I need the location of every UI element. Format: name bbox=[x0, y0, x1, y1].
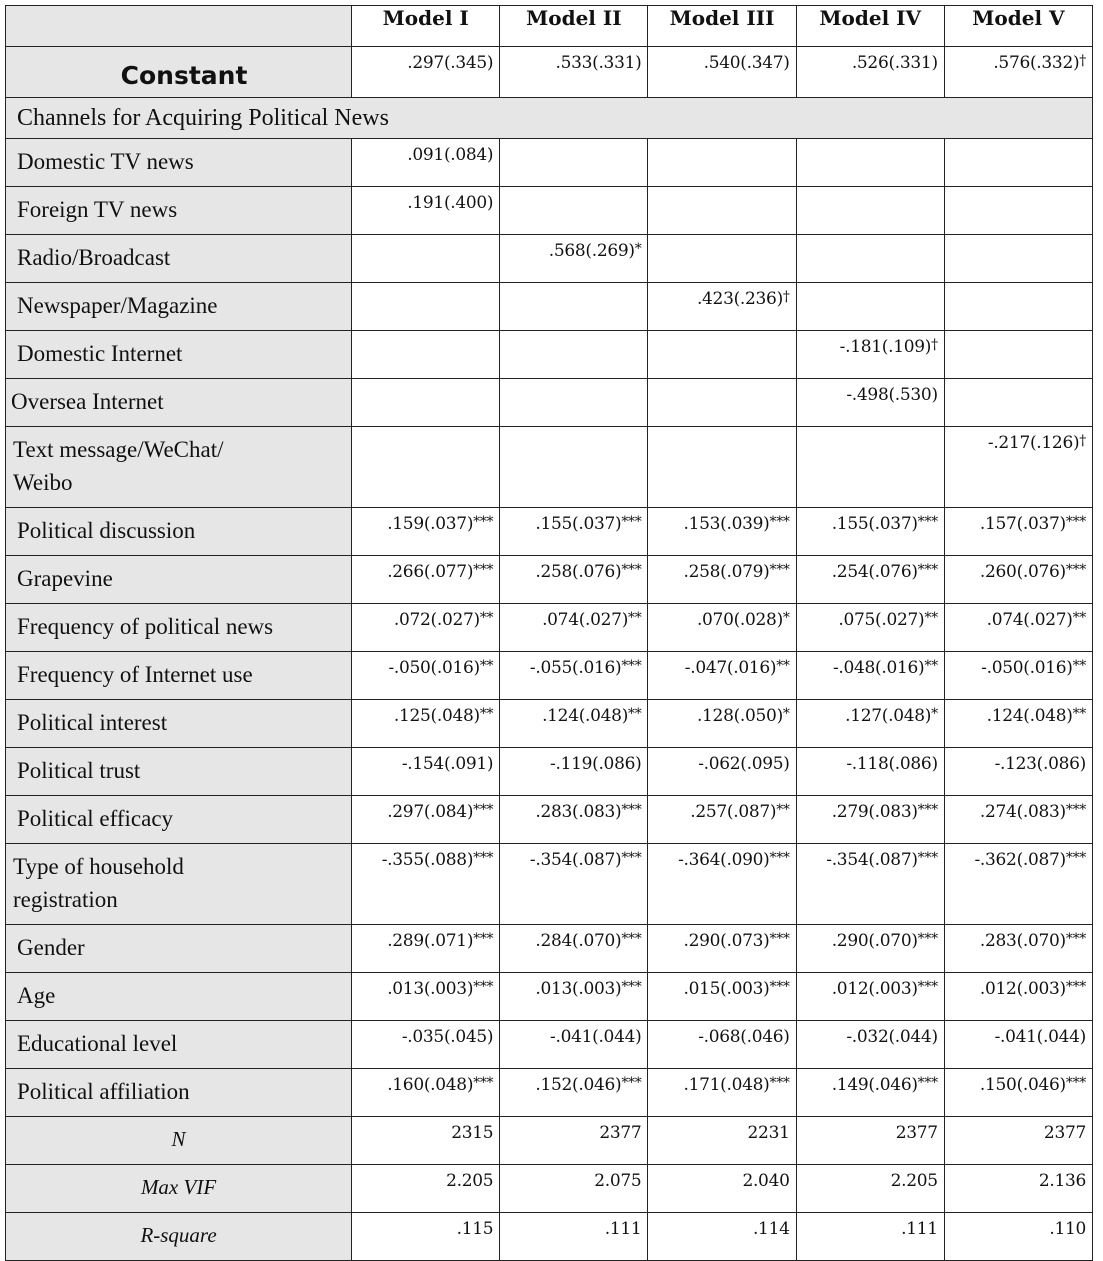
cell-model-1: .159(.037)*** bbox=[352, 508, 500, 556]
cell-model-5 bbox=[944, 331, 1092, 379]
cell-model-1: .091(.084) bbox=[352, 139, 500, 187]
stat-cell-model-2: .111 bbox=[500, 1213, 648, 1261]
stat-cell-model-4: 2377 bbox=[796, 1117, 944, 1165]
cell-model-2: -.055(.016)*** bbox=[500, 652, 648, 700]
significance-marker: *** bbox=[769, 979, 790, 995]
cell-model-4: .127(.048)* bbox=[796, 700, 944, 748]
row-label: Domestic Internet bbox=[6, 331, 352, 379]
cell-model-3 bbox=[648, 331, 796, 379]
significance-marker: † bbox=[1079, 433, 1086, 449]
cell-model-1: -.050(.016)** bbox=[352, 652, 500, 700]
cell-model-5: .150(.046)*** bbox=[944, 1069, 1092, 1117]
significance-marker: *** bbox=[621, 562, 642, 578]
cell-model-4 bbox=[796, 235, 944, 283]
cell-model-1: .191(.400) bbox=[352, 187, 500, 235]
significance-marker: † bbox=[782, 289, 790, 305]
row-label: Educational level bbox=[6, 1021, 352, 1069]
row-frequency-of-internet-use bbox=[6, 652, 1093, 700]
stat-cell-model-1: .115 bbox=[352, 1213, 500, 1261]
row-label: Frequency of Internet use bbox=[6, 652, 352, 700]
cell-model-5 bbox=[944, 187, 1092, 235]
significance-marker: * bbox=[931, 706, 938, 722]
significance-marker: *** bbox=[1065, 514, 1086, 530]
cell-model-4 bbox=[796, 139, 944, 187]
cell-model-1: .125(.048)** bbox=[352, 700, 500, 748]
cell-model-4: .155(.037)*** bbox=[796, 508, 944, 556]
cell-model-2: -.041(.044) bbox=[500, 1021, 648, 1069]
cell-model-2: .283(.083)*** bbox=[500, 796, 648, 844]
cell-model-3 bbox=[648, 187, 796, 235]
cell-model-2 bbox=[500, 427, 648, 508]
cell-model-2: -.119(.086) bbox=[500, 748, 648, 796]
cell-model-1: .266(.077)*** bbox=[352, 556, 500, 604]
significance-marker: ** bbox=[1072, 658, 1086, 674]
significance-marker: *** bbox=[473, 802, 494, 818]
row-label: Newspaper/Magazine bbox=[6, 283, 352, 331]
cell-model-3: .290(.073)*** bbox=[648, 925, 796, 973]
cell-model-5: .012(.003)*** bbox=[944, 973, 1092, 1021]
variable-rows bbox=[6, 139, 1093, 1117]
significance-marker: *** bbox=[769, 562, 790, 578]
stat-cell-model-3: 2.040 bbox=[648, 1165, 796, 1213]
significance-marker: *** bbox=[621, 931, 642, 947]
cell-model-1 bbox=[352, 427, 500, 508]
row-label: Gender bbox=[6, 925, 352, 973]
cell-model-4: .012(.003)*** bbox=[796, 973, 944, 1021]
cell-model-1: .072(.027)** bbox=[352, 604, 500, 652]
cell-model-4: -.032(.044) bbox=[796, 1021, 944, 1069]
significance-marker: *** bbox=[1065, 850, 1086, 866]
significance-marker: *** bbox=[621, 1075, 642, 1091]
row-political-efficacy bbox=[6, 796, 1093, 844]
row-label: Political affiliation bbox=[6, 1069, 352, 1117]
row-label: Political trust bbox=[6, 748, 352, 796]
stat-cell-model-3: 2231 bbox=[648, 1117, 796, 1165]
significance-marker: ** bbox=[628, 610, 642, 626]
cell-model-4: -.498(.530) bbox=[796, 379, 944, 427]
significance-marker: *** bbox=[621, 514, 642, 530]
cell-model-3: .258(.079)*** bbox=[648, 556, 796, 604]
cell-model-2 bbox=[500, 331, 648, 379]
header-model-2: Model II bbox=[500, 6, 648, 47]
significance-marker: *** bbox=[473, 1075, 494, 1091]
significance-marker: *** bbox=[1065, 1075, 1086, 1091]
cell-model-3: -.364(.090)*** bbox=[648, 844, 796, 925]
significance-marker: * bbox=[782, 706, 790, 722]
significance-marker: ** bbox=[924, 610, 938, 626]
cell-model-5 bbox=[944, 235, 1092, 283]
significance-marker: *** bbox=[621, 658, 642, 674]
header-blank-cell bbox=[6, 6, 352, 47]
row-type-of-household-registration bbox=[6, 844, 1093, 925]
cell-model-1: -.035(.045) bbox=[352, 1021, 500, 1069]
row-oversea-internet bbox=[6, 379, 1093, 427]
row-label: Political efficacy bbox=[6, 796, 352, 844]
constant-row bbox=[6, 47, 1093, 98]
significance-marker: *** bbox=[917, 931, 938, 947]
significance-marker: *** bbox=[1065, 802, 1086, 818]
cell-model-3: -.068(.046) bbox=[648, 1021, 796, 1069]
cell-model-1 bbox=[352, 283, 500, 331]
stat-cell-model-4: .111 bbox=[796, 1213, 944, 1261]
significance-marker: ** bbox=[924, 658, 938, 674]
stat-cell-model-5: 2377 bbox=[944, 1117, 1092, 1165]
cell-model-5: .157(.037)*** bbox=[944, 508, 1092, 556]
constant-value: .540(.347) bbox=[648, 47, 796, 98]
cell-model-4: -.354(.087)*** bbox=[796, 844, 944, 925]
significance-marker: ** bbox=[628, 706, 642, 722]
stat-cell-model-5: .110 bbox=[944, 1213, 1092, 1261]
stat-label: N bbox=[6, 1117, 352, 1165]
cell-model-5: -.050(.016)** bbox=[944, 652, 1092, 700]
significance-marker: ** bbox=[479, 658, 494, 674]
constant-value: .297(.345) bbox=[352, 47, 500, 98]
row-political-interest bbox=[6, 700, 1093, 748]
significance-marker: *** bbox=[621, 979, 642, 995]
cell-model-4: .254(.076)*** bbox=[796, 556, 944, 604]
cell-model-4 bbox=[796, 187, 944, 235]
section-title: Channels for Acquiring Political News bbox=[6, 98, 1093, 139]
significance-marker: * bbox=[782, 610, 790, 626]
cell-model-3 bbox=[648, 427, 796, 508]
cell-model-5: -.041(.044) bbox=[944, 1021, 1092, 1069]
significance-marker: ** bbox=[776, 802, 790, 818]
cell-model-4: -.048(.016)** bbox=[796, 652, 944, 700]
cell-model-2: .284(.070)*** bbox=[500, 925, 648, 973]
row-label: Grapevine bbox=[6, 556, 352, 604]
cell-model-1: .297(.084)*** bbox=[352, 796, 500, 844]
row-domestic-internet bbox=[6, 331, 1093, 379]
cell-model-4: .290(.070)*** bbox=[796, 925, 944, 973]
stat-cell-model-4: 2.205 bbox=[796, 1165, 944, 1213]
row-label: Radio/Broadcast bbox=[6, 235, 352, 283]
row-educational-level bbox=[6, 1021, 1093, 1069]
row-text-message-wechat-weibo bbox=[6, 427, 1093, 508]
cell-model-2: -.354(.087)*** bbox=[500, 844, 648, 925]
row-gender bbox=[6, 925, 1093, 973]
stat-label: R-square bbox=[6, 1213, 352, 1261]
cell-model-4: .279(.083)*** bbox=[796, 796, 944, 844]
cell-model-5: -.217(.126)† bbox=[944, 427, 1092, 508]
row-label: Text message/WeChat/ Weibo bbox=[6, 427, 352, 508]
significance-marker: *** bbox=[917, 850, 938, 866]
row-label: Frequency of political news bbox=[6, 604, 352, 652]
cell-model-3 bbox=[648, 139, 796, 187]
significance-marker: ** bbox=[479, 610, 494, 626]
cell-model-3: .171(.048)*** bbox=[648, 1069, 796, 1117]
significance-marker: *** bbox=[769, 514, 790, 530]
cell-model-2: .258(.076)*** bbox=[500, 556, 648, 604]
significance-marker: ** bbox=[1072, 610, 1086, 626]
cell-model-3: -.047(.016)** bbox=[648, 652, 796, 700]
significance-marker: *** bbox=[1065, 979, 1086, 995]
significance-marker: *** bbox=[917, 802, 938, 818]
significance-marker: *** bbox=[473, 931, 494, 947]
row-frequency-of-political-news bbox=[6, 604, 1093, 652]
significance-marker: *** bbox=[1065, 562, 1086, 578]
row-grapevine bbox=[6, 556, 1093, 604]
stat-row-r-square bbox=[6, 1213, 1093, 1261]
row-political-trust bbox=[6, 748, 1093, 796]
cell-model-5 bbox=[944, 283, 1092, 331]
significance-marker: *** bbox=[473, 979, 494, 995]
significance-marker: *** bbox=[473, 850, 494, 866]
cell-model-1: .013(.003)*** bbox=[352, 973, 500, 1021]
stat-row-max-vif bbox=[6, 1165, 1093, 1213]
significance-marker: *** bbox=[473, 562, 494, 578]
cell-model-3: .153(.039)*** bbox=[648, 508, 796, 556]
header-model-5: Model V bbox=[944, 6, 1092, 47]
stat-cell-model-2: 2377 bbox=[500, 1117, 648, 1165]
significance-marker: *** bbox=[621, 850, 642, 866]
cell-model-1: .289(.071)*** bbox=[352, 925, 500, 973]
significance-marker: *** bbox=[917, 562, 938, 578]
cell-model-1: -.355(.088)*** bbox=[352, 844, 500, 925]
significance-marker: *** bbox=[1065, 931, 1086, 947]
row-political-discussion bbox=[6, 508, 1093, 556]
constant-value: .576(.332)† bbox=[944, 47, 1092, 98]
stat-row-n bbox=[6, 1117, 1093, 1165]
row-label: Age bbox=[6, 973, 352, 1021]
significance-marker: *** bbox=[917, 1075, 938, 1091]
cell-model-1: -.154(.091) bbox=[352, 748, 500, 796]
significance-marker: *** bbox=[769, 1075, 790, 1091]
cell-model-4: .149(.046)*** bbox=[796, 1069, 944, 1117]
constant-value: .526(.331) bbox=[796, 47, 944, 98]
header-model-1: Model I bbox=[352, 6, 500, 47]
significance-marker: † bbox=[931, 337, 938, 353]
cell-model-3: .070(.028)* bbox=[648, 604, 796, 652]
cell-model-1 bbox=[352, 331, 500, 379]
stat-cell-model-3: .114 bbox=[648, 1213, 796, 1261]
cell-model-5 bbox=[944, 139, 1092, 187]
significance-marker: *** bbox=[769, 850, 790, 866]
cell-model-5: .074(.027)** bbox=[944, 604, 1092, 652]
constant-label: Constant bbox=[6, 47, 352, 98]
significance-marker: *** bbox=[917, 979, 938, 995]
header-model-3: Model III bbox=[648, 6, 796, 47]
cell-model-2 bbox=[500, 139, 648, 187]
cell-model-5: .274(.083)*** bbox=[944, 796, 1092, 844]
cell-model-3: .423(.236)† bbox=[648, 283, 796, 331]
cell-model-2: .124(.048)** bbox=[500, 700, 648, 748]
cell-model-3: -.062(.095) bbox=[648, 748, 796, 796]
stat-cell-model-5: 2.136 bbox=[944, 1165, 1092, 1213]
regression-table bbox=[5, 5, 1093, 1261]
stat-label: Max VIF bbox=[6, 1165, 352, 1213]
cell-model-2: .568(.269)* bbox=[500, 235, 648, 283]
row-label: Domestic TV news bbox=[6, 139, 352, 187]
row-newspaper-magazine bbox=[6, 283, 1093, 331]
cell-model-5: -.123(.086) bbox=[944, 748, 1092, 796]
row-radio-broadcast bbox=[6, 235, 1093, 283]
cell-model-2: .074(.027)** bbox=[500, 604, 648, 652]
section-row bbox=[6, 98, 1093, 139]
cell-model-5: .124(.048)** bbox=[944, 700, 1092, 748]
cell-model-1 bbox=[352, 379, 500, 427]
cell-model-3: .257(.087)** bbox=[648, 796, 796, 844]
stat-cell-model-2: 2.075 bbox=[500, 1165, 648, 1213]
cell-model-2 bbox=[500, 187, 648, 235]
significance-marker: *** bbox=[473, 514, 494, 530]
cell-model-2 bbox=[500, 283, 648, 331]
cell-model-4 bbox=[796, 283, 944, 331]
significance-marker: † bbox=[1079, 53, 1086, 69]
cell-model-2: .155(.037)*** bbox=[500, 508, 648, 556]
statistics-rows bbox=[6, 1117, 1093, 1261]
row-age bbox=[6, 973, 1093, 1021]
cell-model-1 bbox=[352, 235, 500, 283]
significance-marker: * bbox=[634, 241, 642, 257]
significance-marker: *** bbox=[917, 514, 938, 530]
row-domestic-tv-news bbox=[6, 139, 1093, 187]
significance-marker: ** bbox=[479, 706, 494, 722]
cell-model-5: .283(.070)*** bbox=[944, 925, 1092, 973]
cell-model-2 bbox=[500, 379, 648, 427]
cell-model-3 bbox=[648, 235, 796, 283]
row-foreign-tv-news bbox=[6, 187, 1093, 235]
header-model-4: Model IV bbox=[796, 6, 944, 47]
stat-cell-model-1: 2315 bbox=[352, 1117, 500, 1165]
header-row bbox=[6, 6, 1093, 47]
row-label: Political interest bbox=[6, 700, 352, 748]
cell-model-4: -.181(.109)† bbox=[796, 331, 944, 379]
significance-marker: ** bbox=[1072, 706, 1086, 722]
cell-model-3: .015(.003)*** bbox=[648, 973, 796, 1021]
cell-model-3 bbox=[648, 379, 796, 427]
cell-model-4: -.118(.086) bbox=[796, 748, 944, 796]
row-label: Oversea Internet bbox=[6, 379, 352, 427]
cell-model-5: .260(.076)*** bbox=[944, 556, 1092, 604]
constant-value: .533(.331) bbox=[500, 47, 648, 98]
row-label: Type of household registration bbox=[6, 844, 352, 925]
cell-model-4: .075(.027)** bbox=[796, 604, 944, 652]
cell-model-4 bbox=[796, 427, 944, 508]
significance-marker: *** bbox=[769, 931, 790, 947]
row-label: Foreign TV news bbox=[6, 187, 352, 235]
cell-model-3: .128(.050)* bbox=[648, 700, 796, 748]
cell-model-1: .160(.048)*** bbox=[352, 1069, 500, 1117]
cell-model-5: -.362(.087)*** bbox=[944, 844, 1092, 925]
row-political-affiliation bbox=[6, 1069, 1093, 1117]
cell-model-2: .152(.046)*** bbox=[500, 1069, 648, 1117]
row-label: Political discussion bbox=[6, 508, 352, 556]
significance-marker: *** bbox=[621, 802, 642, 818]
stat-cell-model-1: 2.205 bbox=[352, 1165, 500, 1213]
significance-marker: ** bbox=[776, 658, 790, 674]
cell-model-2: .013(.003)*** bbox=[500, 973, 648, 1021]
cell-model-5 bbox=[944, 379, 1092, 427]
